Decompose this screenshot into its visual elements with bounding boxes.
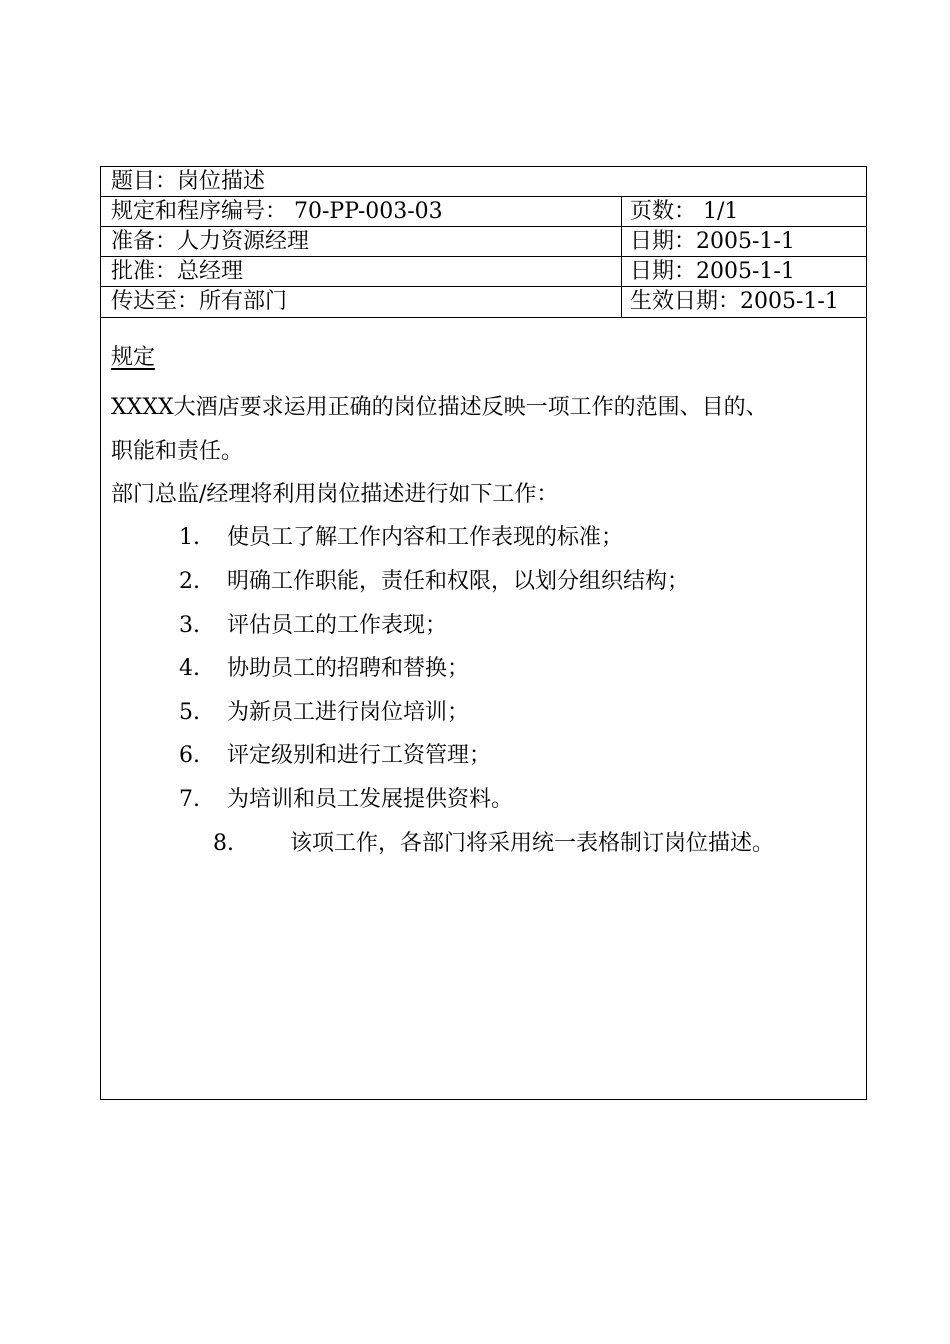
header-row-procedure: [101, 197, 866, 227]
list-text: 明确工作职能，责任和权限，以划分组织结构；: [227, 569, 690, 594]
document-body: [101, 318, 866, 1099]
list-number: 3.: [179, 613, 200, 638]
document-title: 题目：岗位描述: [111, 169, 266, 194]
page-count: 页数： 1/1: [621, 197, 866, 226]
paragraph-line: 部门总监/经理将利用岗位描述进行如下工作：: [111, 482, 559, 507]
list-number: 5.: [179, 700, 200, 725]
list-number: 7.: [179, 787, 200, 812]
header-row-prepared: [101, 227, 866, 257]
list-number: 8.: [213, 831, 234, 856]
section-title: 规定: [111, 345, 156, 370]
list-text: 该项工作，各部门将采用统一表格制订岗位描述。: [290, 831, 775, 856]
list-text: 协助员工的招聘和替换；: [227, 656, 470, 681]
header-row-distribution: [101, 287, 866, 318]
document-table: [100, 166, 867, 1100]
approved-by: 批准：总经理: [111, 259, 244, 284]
paragraph-line: 职能和责任。: [111, 439, 244, 464]
paragraph-line: XXXX大酒店要求运用正确的岗位描述反映一项工作的范围、目的、: [111, 395, 768, 420]
procedure-number: 规定和程序编号： 70-PP-003-03: [111, 199, 443, 224]
approved-date: 日期：2005-1-1: [621, 257, 866, 286]
header-row-approved: [101, 257, 866, 287]
list-text: 评估员工的工作表现；: [227, 613, 448, 638]
list-text: 使员工了解工作内容和工作表现的标准；: [227, 525, 624, 550]
effective-date: 生效日期：2005-1-1: [621, 287, 866, 317]
list-text: 为新员工进行岗位培训；: [227, 700, 470, 725]
list-number: 6.: [179, 743, 200, 768]
prepared-by: 准备：人力资源经理: [111, 229, 310, 254]
list-text: 为培训和员工发展提供资料。: [227, 787, 514, 812]
list-number: 2.: [179, 569, 200, 594]
prepared-date: 日期：2005-1-1: [621, 227, 866, 256]
distribution: 传达至：所有部门: [111, 289, 288, 314]
list-text: 评定级别和进行工资管理；: [227, 743, 492, 768]
list-number: 1.: [179, 525, 200, 550]
list-number: 4.: [179, 656, 200, 681]
header-row-title: [101, 167, 866, 197]
